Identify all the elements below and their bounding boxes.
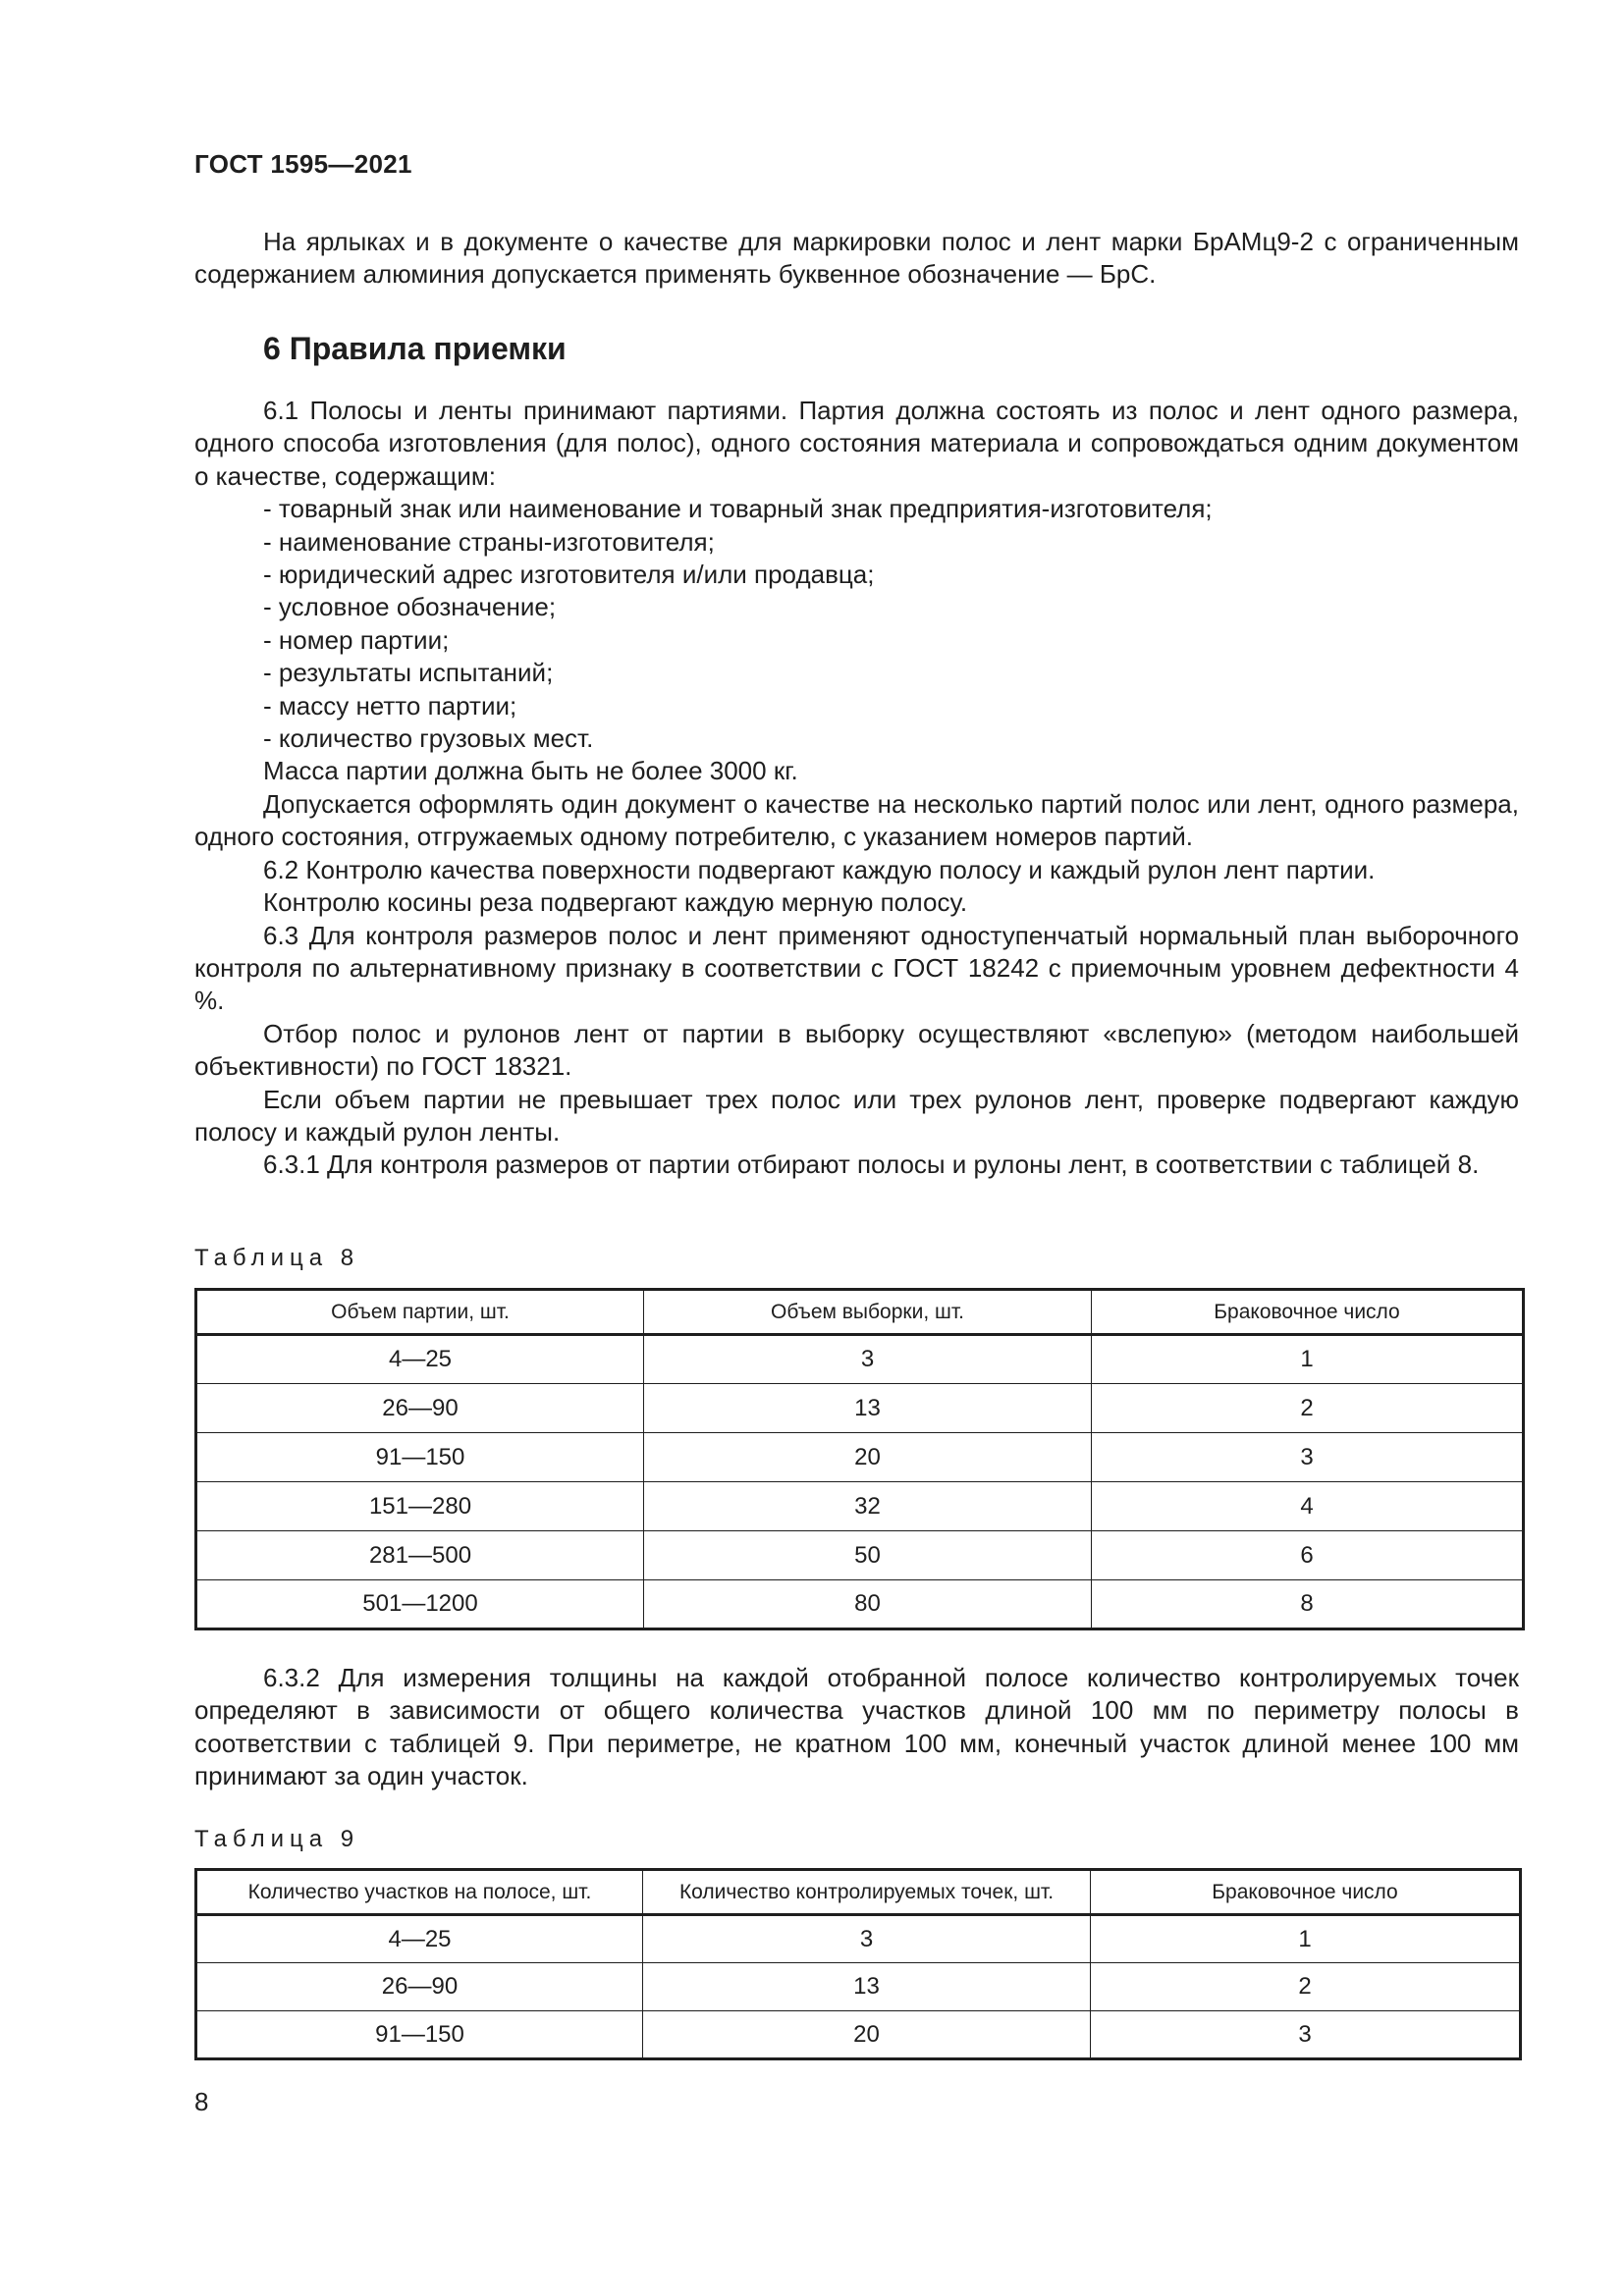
column-header: Количество участков на полосе, шт. [196,1870,643,1915]
table-cell: 91—150 [196,2011,643,2059]
table-cell: 91—150 [196,1433,644,1482]
column-header: Объем партии, шт. [196,1290,644,1335]
paragraph-6-3-2: 6.3.2 Для измерения толщины на каждой отобранной полосе количество контролируемых точек определяют в зависимости от общего количества участков длиной 100 мм по периметру полосы в соответствии с таблицей 9. При периметре, не кратном 100 мм, конечный участок длиной менее 100 мм принимают за один участок. [194,1663,1519,1791]
table-cell: 1 [1092,1335,1524,1384]
column-header: Количество контролируемых точек, шт. [643,1870,1091,1915]
table-cell: 2 [1091,1963,1521,2011]
paragraph-6-3c: Если объем партии не превышает трех полос или трех рулонов лент, проверке подвергают каждую полосу и каждый рулон ленты. [194,1084,1519,1147]
column-header: Объем выборки, шт. [644,1290,1092,1335]
table-cell: 151—280 [196,1482,644,1531]
table-cell: 1 [1091,1915,1521,1963]
table-header-row [196,1290,1524,1335]
table-cell: 4 [1092,1482,1524,1531]
table-cell: 3 [644,1335,1092,1384]
table-8-caption: Таблица 8 [194,1245,360,1271]
table-row [196,1915,1521,1963]
table-cell: 6 [1092,1531,1524,1580]
list-item: - количество грузовых мест. [263,723,594,754]
list-item: - результаты испытаний; [263,658,554,688]
table-row [196,1580,1524,1629]
list-item: - товарный знак или наименование и товарный знак предприятия-изготовителя; [263,494,1213,524]
requirements-list [194,493,1519,755]
paragraph-6-2: 6.2 Контролю качества поверхности подвергают каждую полосу и каждый рулон лент партии. [263,854,1376,884]
table-cell: 8 [1092,1580,1524,1629]
table-cell: 80 [644,1580,1092,1629]
list-item: - номер партии; [263,624,450,655]
table-cell: 26—90 [196,1963,643,2011]
table-cell: 4—25 [196,1915,643,1963]
table-cell: 26—90 [196,1384,644,1433]
table-cell: 3 [1091,2011,1521,2059]
intro-block [194,226,1519,292]
table-9-caption: Таблица 9 [194,1826,360,1852]
intro-paragraph: На ярлыках и в документе о качестве для маркировки полос и лент марки БрАМц9-2 с ограниченным содержанием алюминия допускается применять буквенное обозначение — БрС. [194,227,1519,290]
table-cell: 32 [644,1482,1092,1531]
paragraph-6-3: 6.3 Для контроля размеров полос и лент применяют одноступенчатый нормальный план выборочного контроля по альтернативному признаку в соответствии с ГОСТ 18242 с приемочным уровнем дефектности 4 %. [194,920,1519,1016]
table-row [196,1482,1524,1531]
page-number: 8 [194,2087,209,2116]
paragraph-6-1: 6.1 Полосы и ленты принимают партиями. Партия должна состоять из полос и лент одного размера, одного способа изготовления (для полос), одного состояния материала и сопровождаться одним документом о качестве, содержащим: [194,396,1519,491]
table-cell: 3 [643,1915,1091,1963]
paragraph-6-2b: Контролю косины реза подвергают каждую мерную полосу. [263,887,968,918]
table-row [196,1433,1524,1482]
list-item: - условное обозначение; [263,592,557,622]
table-row [196,1384,1524,1433]
list-item: - юридический адрес изготовителя и/или продавца; [263,560,875,590]
section-title: 6 Правила приемки [263,331,567,366]
table-row [196,1963,1521,2011]
table-cell: 50 [644,1531,1092,1580]
column-header: Браковочное число [1091,1870,1521,1915]
table-cell: 4—25 [196,1335,644,1384]
paragraph-6-3-1: 6.3.1 Для контроля размеров от партии отбирают полосы и рулоны лент, в соответствии с таблицей 8. [263,1149,1480,1180]
table-row [196,2011,1521,2059]
table-cell: 501—1200 [196,1580,644,1629]
table-cell: 13 [644,1384,1092,1433]
list-item: - массу нетто партии; [263,690,517,721]
table-cell: 20 [644,1433,1092,1482]
table-row [196,1335,1524,1384]
section-body [194,395,1519,1182]
paragraph-6-3b: Отбор полос и рулонов лент от партии в выборку осуществляют «вслепую» (методом наибольшей объективности) по ГОСТ 18321. [194,1018,1519,1082]
table-cell: 2 [1092,1384,1524,1433]
table-cell: 13 [643,1963,1091,2011]
table-cell: 281—500 [196,1531,644,1580]
table-9 [194,1868,1522,2060]
column-header: Браковочное число [1092,1290,1524,1335]
table-cell: 3 [1092,1433,1524,1482]
table-header-row [196,1870,1521,1915]
document-header: ГОСТ 1595—2021 [194,149,412,179]
table-cell: 20 [643,2011,1091,2059]
paragraph-mass: Масса партии должна быть не более 3000 кг. [263,756,798,786]
table-row [196,1531,1524,1580]
section-body-continued [194,1662,1519,1793]
table-8 [194,1288,1525,1630]
list-item: - наименование страны-изготовителя; [263,526,715,557]
paragraph-allowed: Допускается оформлять один документ о качестве на несколько партий полос или лент, одного размера, одного состояния, отгружаемых одному потребителю, с указанием номеров партий. [194,788,1519,852]
